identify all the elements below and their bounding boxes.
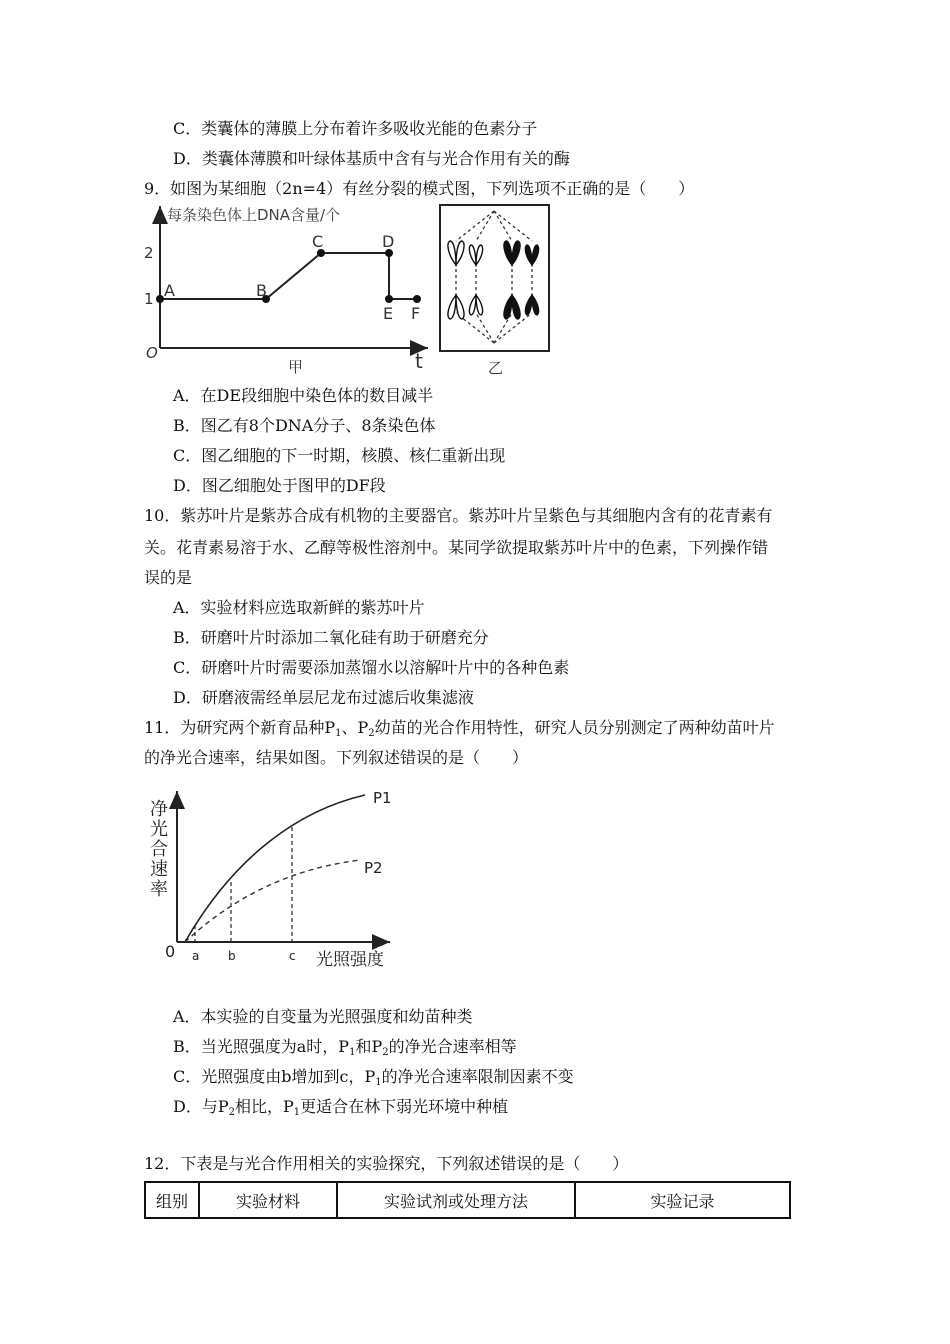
- q11-graph: [140, 785, 400, 975]
- q10-option-d: D．研磨液需经单层尼龙布过滤后收集滤液: [173, 688, 474, 707]
- graph-y-label-3: 合: [150, 839, 168, 860]
- graph-series-p2: P2: [364, 859, 383, 877]
- q10-option-c: C．研磨叶片时需要添加蒸馏水以溶解叶片中的各种色素: [173, 658, 570, 677]
- q12-stem: 12．下表是与光合作用相关的实验探究，下列叙述错误的是（ ）: [144, 1154, 629, 1173]
- jia-label-d: D: [382, 232, 395, 251]
- graph-xtick-b: b: [228, 949, 236, 963]
- q12-table: [144, 1181, 791, 1219]
- graph-x-label: 光照强度: [316, 950, 384, 970]
- jia-point-a: [156, 295, 164, 303]
- jia-origin: O: [146, 344, 158, 362]
- graph-y-label-1: 净: [150, 799, 168, 820]
- jia-x-label: t: [415, 349, 423, 373]
- jia-curve: [160, 253, 417, 299]
- q11-option-d: D．与$P_2$相比，$P_1$更适合在林下弱光环境中种植: [173, 1097, 509, 1118]
- graph-y-label-4: 速: [150, 859, 168, 880]
- q9-option-b: B．图乙有8个DNA分子、8条染色体: [173, 416, 436, 435]
- q9-figure-yi: [438, 203, 553, 378]
- graph-series-p1: P1: [373, 789, 392, 807]
- q11-option-c: C．光照强度由b增加到c，$P_1$的净光合速率限制因素不变: [173, 1067, 574, 1088]
- q8-option-d: D．类囊体薄膜和叶绿体基质中含有与光合作用有关的酶: [173, 149, 570, 168]
- table-header-row: [145, 1182, 790, 1218]
- yi-chromosomes-top: [448, 241, 539, 265]
- graph-xtick-c: c: [289, 949, 296, 963]
- table-header-group: 组别: [145, 1182, 199, 1218]
- graph-curve-p1: [185, 795, 365, 942]
- q9-option-c: C．图乙细胞的下一时期，核膜、核仁重新出现: [173, 446, 506, 465]
- jia-ytick-2: 2: [144, 244, 154, 262]
- q9-figure-jia: [140, 200, 440, 380]
- jia-label-a: A: [164, 281, 175, 300]
- graph-y-label-5: 率: [150, 879, 168, 900]
- q10-option-a: A．实验材料应选取新鲜的紫苏叶片: [173, 598, 425, 617]
- q9-option-a: A．在DE段细胞中染色体的数目减半: [173, 386, 434, 405]
- q9-option-d: D．图乙细胞处于图甲的DF段: [173, 476, 386, 495]
- jia-label-f: F: [411, 304, 421, 323]
- q8-option-c: C．类囊体的薄膜上分布着许多吸收光能的色素分子: [173, 119, 538, 138]
- jia-label-b: B: [256, 281, 267, 300]
- graph-origin: 0: [165, 942, 176, 961]
- q11-stem-line2: 的净光合速率，结果如图。下列叙述错误的是（ ）: [144, 748, 529, 767]
- table-header-material: 实验材料: [199, 1182, 337, 1218]
- table-header-record: 实验记录: [575, 1182, 790, 1218]
- q10-option-b: B．研磨叶片时添加二氧化硅有助于研磨充分: [173, 628, 489, 647]
- q10-stem-line2: 关。花青素易溶于水、乙醇等极性溶剂中。某同学欲提取紫苏叶片中的色素，下列操作错: [144, 538, 769, 557]
- jia-caption: 甲: [288, 358, 304, 376]
- q11-option-b: B．当光照强度为a时，$P_1$和$P_2$的净光合速率相等: [173, 1037, 517, 1058]
- jia-ytick-1: 1: [144, 290, 154, 308]
- yi-chromosomes-bottom: [448, 295, 539, 319]
- q10-stem-line3: 误的是: [144, 568, 193, 587]
- jia-point-f: [413, 295, 421, 303]
- q10-stem-line1: 10．紫苏叶片是紫苏合成有机物的主要器官。紫苏叶片呈紫色与其细胞内含有的花青素有: [144, 506, 773, 525]
- table-header-method: 实验试剂或处理方法: [337, 1182, 575, 1218]
- graph-y-label-2: 光: [150, 819, 168, 840]
- jia-point-e: [385, 295, 393, 303]
- q9-stem: 9．如图为某细胞（2n=4）有丝分裂的模式图，下列选项不正确的是（ ）: [144, 179, 695, 198]
- jia-label-e: E: [383, 304, 394, 323]
- q11-option-a: A．本实验的自变量为光照强度和幼苗种类: [173, 1007, 473, 1026]
- yi-caption: 乙: [488, 359, 504, 377]
- jia-label-c: C: [312, 232, 324, 251]
- jia-y-label: 每条染色体上DNA含量/个: [167, 206, 341, 224]
- graph-xtick-a: a: [192, 949, 200, 963]
- q11-stem-line1: 11．为研究两个新育品种$P_1$、$P_2$幼苗的光合作用特性，研究人员分别测定了两种幼苗叶片: [144, 718, 775, 739]
